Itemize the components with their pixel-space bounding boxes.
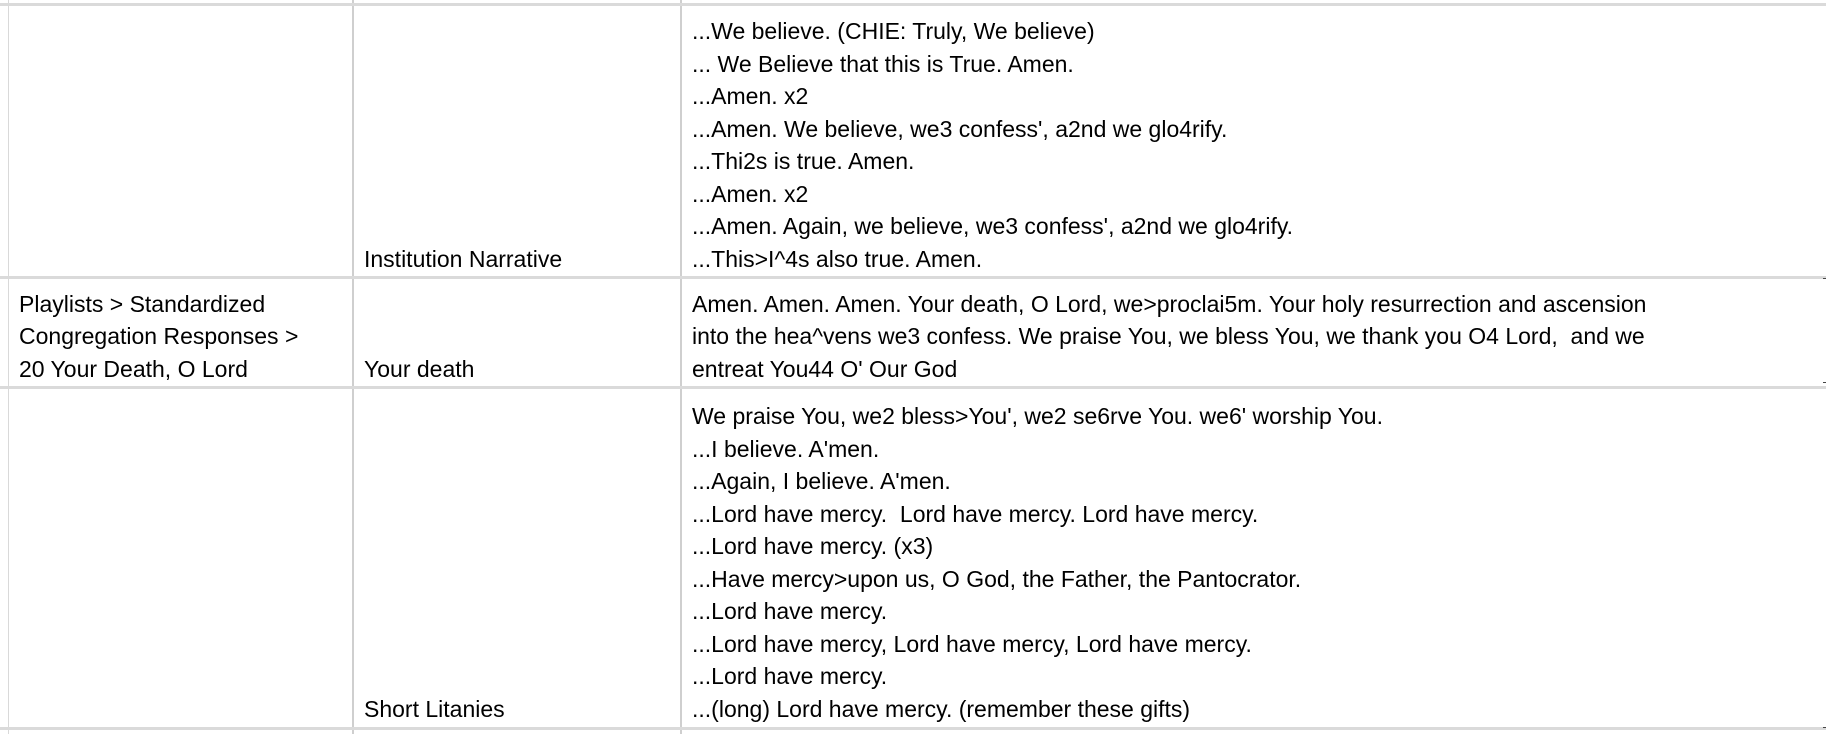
cell-text-line: into the hea^vens we3 confess. We praise You, we bless You, we thank you O4 Lord, and we [692, 323, 1645, 349]
cell-text-line: ...Lord have mercy, Lord have mercy, Lord have mercy. [692, 630, 1252, 657]
column-divider [680, 0, 682, 734]
cell-text-line: ...Thi2s is true. Amen. [692, 148, 915, 174]
cell-text-line: ...Lord have mercy. [692, 598, 888, 624]
cell-text-line: ...Lord have mercy. Lord have mercy. Lord have mercy. [692, 500, 1259, 527]
cell-text-line: We praise You, we2 bless>You', we2 se6rve You. we6' worship You. [692, 403, 1383, 429]
cell-text-line: Playlists > Standardized [19, 290, 266, 317]
column-divider [8, 0, 9, 734]
cell-row3-col-a[interactable] [11, 389, 351, 726]
cell-row3-col-b[interactable] [364, 389, 679, 725]
row-divider [0, 727, 1826, 730]
cell-text: Short Litanies [364, 695, 505, 722]
cell-row2-col-a[interactable] [19, 279, 351, 385]
cell-text-line: ...This>I^4s also true. Amen. [692, 245, 983, 272]
cell-text-line: Congregation Responses > [19, 323, 299, 349]
cell-text: Your death [364, 355, 475, 382]
cell-text-line: ...Amen. Again, we believe, we3 confess', a2nd we glo4rify. [692, 213, 1294, 239]
cell-text-line: ... We Believe that this is True. Amen. [692, 50, 1074, 77]
cell-row1-col-c[interactable] [692, 6, 1826, 275]
cell-row2-col-b[interactable] [364, 279, 679, 385]
cell-text-line: ...Amen. We believe, we3 confess', a2nd we glo4rify. [692, 115, 1228, 142]
column-divider [352, 0, 354, 734]
cell-text-line: ...Amen. x2 [692, 180, 809, 207]
cell-text-line: ...I believe. A'men. [692, 435, 880, 462]
cell-text-line: ...Lord have mercy. (x3) [692, 533, 934, 559]
cell-row1-col-b[interactable] [364, 6, 679, 275]
cell-text-line: ...Again, I believe. A'men. [692, 468, 951, 494]
cell-text-line: ...Have mercy>upon us, O God, the Father, the Pantocrator. [692, 565, 1302, 592]
cell-text-line: ...Amen. x2 [692, 83, 809, 109]
cell-row1-col-a[interactable] [11, 6, 351, 276]
cell-text: Institution Narrative [364, 245, 563, 272]
cell-row3-col-c[interactable] [692, 389, 1822, 725]
cell-row2-col-c[interactable] [692, 279, 1822, 385]
cell-text-line: ...Lord have mercy. [692, 663, 888, 689]
cell-text-line: entreat You44 O' Our God [692, 355, 958, 382]
cell-text-line: Amen. Amen. Amen. Your death, O Lord, we>proclai5m. Your holy resurrection and ascension [692, 290, 1647, 317]
cell-text-line: 20 Your Death, O Lord [19, 355, 248, 382]
cell-text-line: ...(long) Lord have mercy. (remember these gifts) [692, 695, 1191, 722]
cell-text-line: ...We believe. (CHIE: Truly, We believe) [692, 18, 1095, 44]
